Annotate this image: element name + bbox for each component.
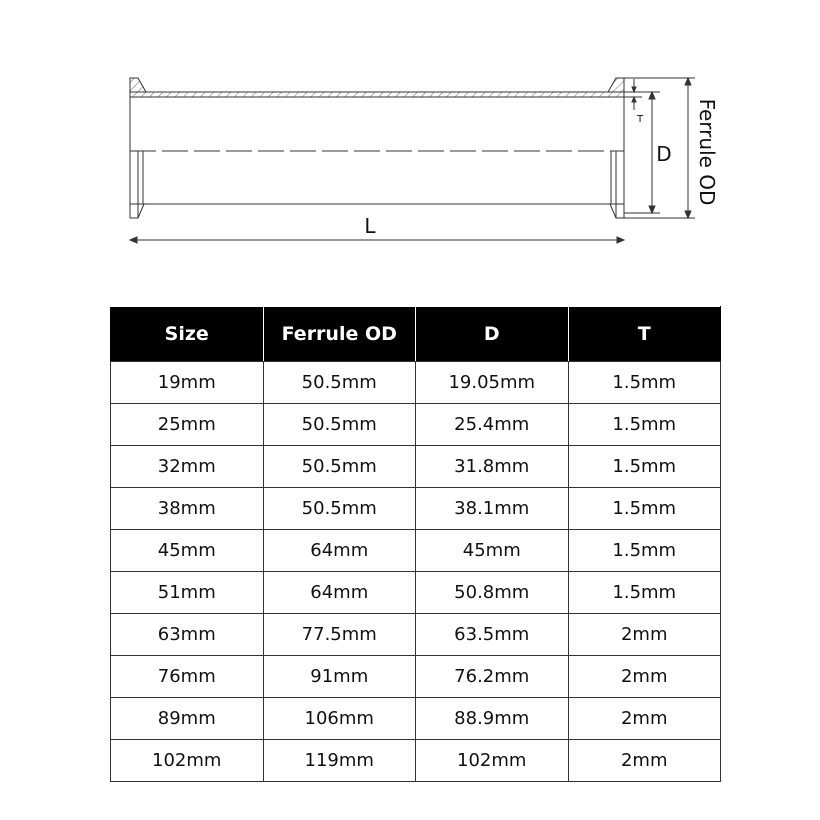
cell-size: 102mm <box>111 740 264 782</box>
cell-d: 76.2mm <box>416 656 569 698</box>
table-row <box>111 488 721 530</box>
cell-ferrule-od: 64mm <box>263 530 416 572</box>
cell-size: 38mm <box>111 488 264 530</box>
table-row <box>111 572 721 614</box>
header-size: Size <box>111 307 264 362</box>
cell-size: 89mm <box>111 698 264 740</box>
table-row <box>111 362 721 404</box>
diameter-label: D <box>656 142 672 166</box>
table-header-row <box>111 307 721 362</box>
dimension-lines <box>130 78 695 243</box>
cell-t: 1.5mm <box>568 446 721 488</box>
cell-d: 25.4mm <box>416 404 569 446</box>
table-row <box>111 404 721 446</box>
length-label: L <box>364 214 376 238</box>
cell-t: 2mm <box>568 656 721 698</box>
cell-d: 63.5mm <box>416 614 569 656</box>
cell-size: 45mm <box>111 530 264 572</box>
cell-ferrule-od: 50.5mm <box>263 446 416 488</box>
cell-size: 32mm <box>111 446 264 488</box>
cell-t: 2mm <box>568 740 721 782</box>
cell-t: 1.5mm <box>568 530 721 572</box>
tube-outline <box>130 78 624 218</box>
cell-ferrule-od: 77.5mm <box>263 614 416 656</box>
cell-t: 1.5mm <box>568 572 721 614</box>
cell-d: 19.05mm <box>416 362 569 404</box>
cell-ferrule-od: 50.5mm <box>263 404 416 446</box>
ferrule-tube-drawing <box>0 0 820 300</box>
ferrule-od-label: Ferrule OD <box>695 98 719 206</box>
table-row <box>111 698 721 740</box>
cell-ferrule-od: 91mm <box>263 656 416 698</box>
cell-d: 88.9mm <box>416 698 569 740</box>
table-row <box>111 530 721 572</box>
table-row <box>111 446 721 488</box>
cell-size: 63mm <box>111 614 264 656</box>
spec-table <box>110 306 721 782</box>
cell-ferrule-od: 50.5mm <box>263 362 416 404</box>
table-row <box>111 656 721 698</box>
cell-t: 2mm <box>568 614 721 656</box>
cell-d: 45mm <box>416 530 569 572</box>
cell-ferrule-od: 119mm <box>263 740 416 782</box>
thickness-label: T <box>636 114 644 125</box>
cell-t: 1.5mm <box>568 488 721 530</box>
cell-size: 51mm <box>111 572 264 614</box>
cell-t: 1.5mm <box>568 362 721 404</box>
cell-d: 102mm <box>416 740 569 782</box>
cell-d: 31.8mm <box>416 446 569 488</box>
cell-size: 76mm <box>111 656 264 698</box>
cell-d: 50.8mm <box>416 572 569 614</box>
header-t: T <box>568 307 721 362</box>
header-ferrule-od: Ferrule OD <box>263 307 416 362</box>
table-row <box>111 614 721 656</box>
cell-d: 38.1mm <box>416 488 569 530</box>
cell-t: 2mm <box>568 698 721 740</box>
cell-size: 19mm <box>111 362 264 404</box>
cell-size: 25mm <box>111 404 264 446</box>
cell-t: 1.5mm <box>568 404 721 446</box>
cell-ferrule-od: 64mm <box>263 572 416 614</box>
table-row <box>111 740 721 782</box>
cell-ferrule-od: 50.5mm <box>263 488 416 530</box>
header-d: D <box>416 307 569 362</box>
cell-ferrule-od: 106mm <box>263 698 416 740</box>
